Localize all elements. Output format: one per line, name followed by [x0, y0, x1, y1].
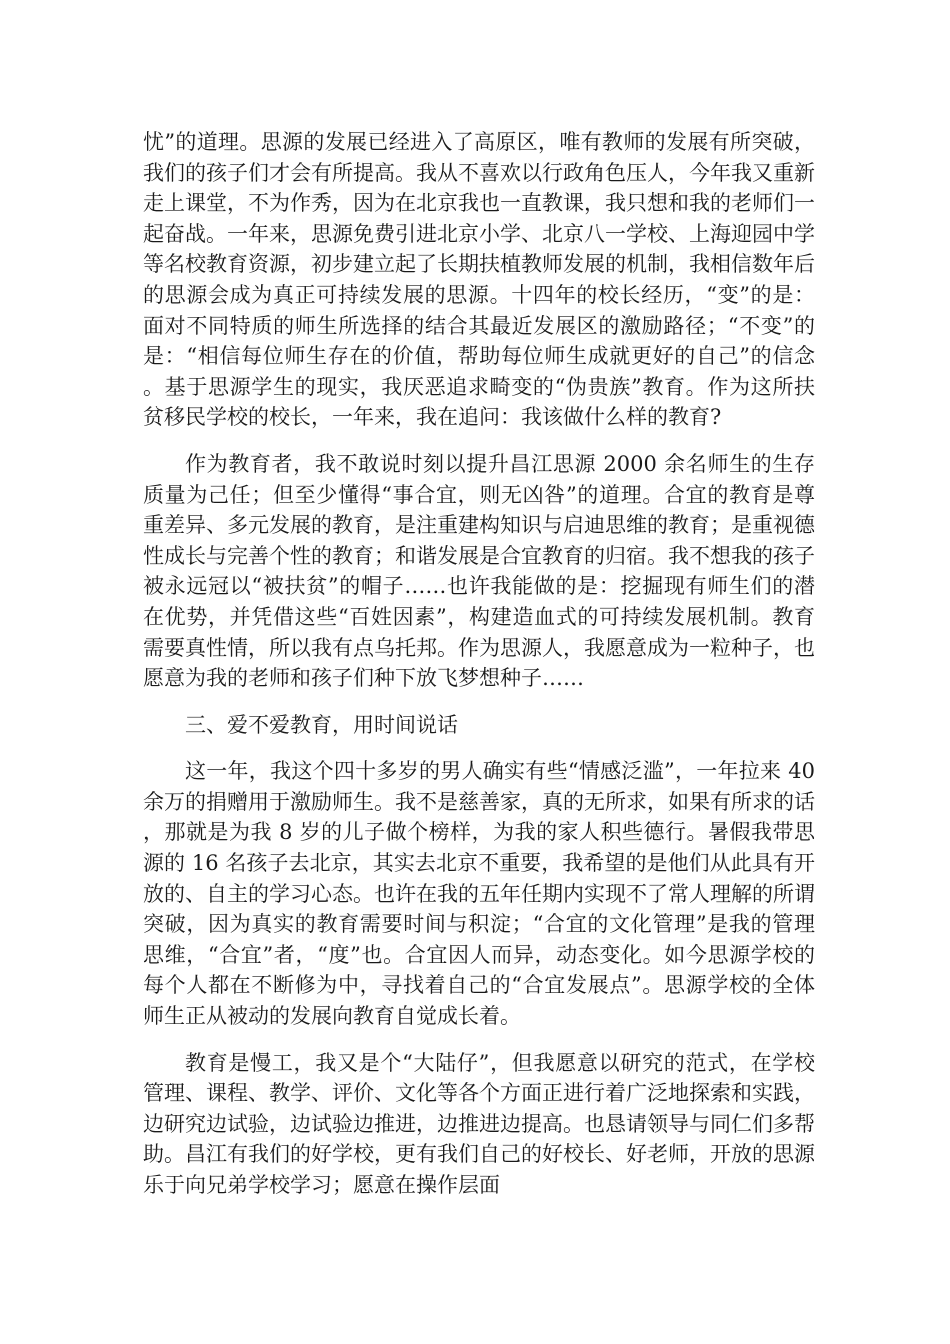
paragraph-3: 这一年，我这个四十多岁的男人确实有些“情感泛滥”，一年拉来 40 余万的捐赠用于激励师生。我不是慈善家，真的无所求，如果有所求的话，那就是为我 8 岁的儿子做个榜样，为我的家人积些德行。暑假我带思源的 16 名孩子去北京，其实去北京不重要，我希望的是他们从此具有开放的、自主的学习心态。也许在我的五年任期内实现不了常人理解的所谓突破，因为真实的教育需要时间与积淀；“合宜的文化管理”是我的管理思维，“合宜”者，“度”也。合宜因人而异，动态变化。如今思源学校的每个人都在不断修为中，寻找着自己的“合宜发展点”。思源学校的全体师生正从被动的发展向教育自觉成长着。 — [143, 759, 815, 1029]
paragraph-1: 忧”的道理。思源的发展已经进入了高原区，唯有教师的发展有所突破，我们的孩子们才会有所提高。我从不喜欢以行政角色压人，今年我又重新走上课堂，不为作秀，因为在北京我也一直教课，我只想和我的老师们一起奋战。一年来，思源免费引进北京小学、北京八一学校、上海迎园中学等名校教育资源，初步建立起了长期扶植教师发展的机制，我相信数年后的思源会成为真正可持续发展的思源。十四年的校长经历，“变”的是：面对不同特质的师生所选择的结合其最近发展区的激励路径；“不变”的是：“相信每位师生存在的价值，帮助每位师生成就更好的自己”的信念。基于思源学生的现实，我厌恶追求畸变的“伪贵族”教育。作为这所扶贫移民学校的校长，一年来，我在追问：我该做什么样的教育? — [143, 130, 815, 430]
paragraph-4: 教育是慢工，我又是个“大陆仔”，但我愿意以研究的范式，在学校管理、课程、教学、评价、文化等各个方面正进行着广泛地探索和实践，边研究边试验，边试验边推进，边推进边提高。也恳请领导与同仁们多帮助。昌江有我们的好学校，更有我们自己的好校长、好老师，开放的思源乐于向兄弟学校学习；愿意在操作层面 — [143, 1050, 815, 1197]
section-heading: 三、爱不爱教育，用时间说话 — [185, 712, 458, 737]
paragraph-2: 作为教育者，我不敢说时刻以提升昌江思源 2000 余名师生的生存质量为己任；但至少懂得“事合宜，则无凶咎”的道理。合宜的教育是尊重差异、多元发展的教育，是注重建构知识与启迪思维的教育；是重视德性成长与完善个性的教育；和谐发展是合宜教育的归宿。我不想我的孩子被永远冠以“被扶贫”的帽子……也许我能做的是：挖掘现有师生们的潜在优势，并凭借这些“百姓因素”，构建造血式的可持续发展机制。教育需要真性情，所以我有点乌托邦。作为思源人，我愿意成为一粒种子，也愿意为我的老师和孩子们种下放飞梦想种子…… — [143, 451, 815, 691]
document-body — [143, 127, 815, 1217]
